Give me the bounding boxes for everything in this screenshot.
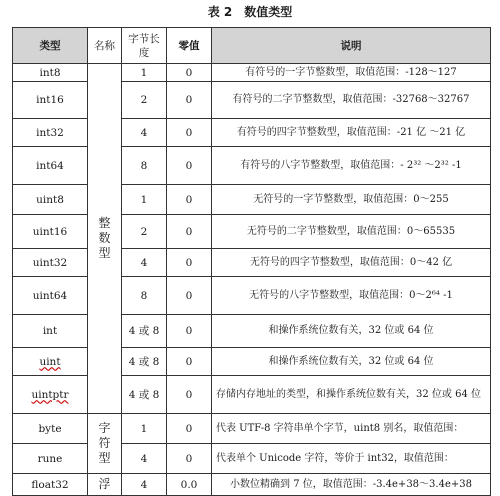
header-type: 类型 [13, 28, 88, 64]
type-cell [13, 348, 88, 376]
desc-cell: 有符号的一字节整数型，取值范围：-128～127 [212, 64, 491, 82]
zero-cell: 0 [167, 348, 212, 376]
desc-cell: 无符号的八字节整数型，取值范围：0～2⁶⁴ -1 [212, 277, 491, 315]
category-char: 字符型 [88, 414, 122, 474]
type-text: uintptr [31, 388, 69, 401]
table-row [13, 414, 491, 444]
type-cell: uint32 [13, 249, 88, 277]
table-row [13, 215, 491, 249]
table-row [13, 82, 491, 119]
length-cell: 2 [122, 82, 167, 119]
length-cell: 8 [122, 147, 167, 185]
length-cell: 4 [122, 444, 167, 474]
desc-cell: 无符号的二字节整数型，取值范围：0～65535 [212, 215, 491, 249]
length-cell: 8 [122, 277, 167, 315]
zero-cell: 0 [167, 185, 212, 215]
desc-cell: 小数位精确到 7 位，取值范围：-3.4e+38～3.4e+38 [212, 474, 491, 496]
table-row [13, 315, 491, 348]
type-cell: int8 [13, 64, 88, 82]
desc-cell: 无符号的四字节整数型，取值范围：0～42 亿 [212, 249, 491, 277]
table-row [13, 277, 491, 315]
desc-cell: 和操作系统位数有关，32 位或 64 位 [212, 348, 491, 376]
type-cell [13, 376, 88, 414]
header-name: 名称 [88, 28, 122, 64]
type-cell: float32 [13, 474, 88, 496]
table-caption: 表 2 数值类型 [207, 5, 293, 19]
length-cell: 2 [122, 215, 167, 249]
zero-cell: 0 [167, 444, 212, 474]
zero-cell: 0 [167, 277, 212, 315]
length-cell: 4 [122, 474, 167, 496]
length-cell: 4 或 8 [122, 376, 167, 414]
type-cell: byte [13, 414, 88, 444]
category-float: 浮 [88, 474, 122, 496]
desc-cell: 有符号的四字节整数型，取值范围：-21 亿 ～21 亿 [212, 119, 491, 147]
table-row [13, 185, 491, 215]
zero-cell: 0 [167, 249, 212, 277]
desc-cell: 存储内存地址的类型，和操作系统位数有关，32 位或 64 位 [212, 376, 491, 414]
type-cell: uint16 [13, 215, 88, 249]
type-cell: int16 [13, 82, 88, 119]
zero-cell: 0 [167, 119, 212, 147]
length-cell: 4 或 8 [122, 348, 167, 376]
type-cell: rune [13, 444, 88, 474]
type-cell: int32 [13, 119, 88, 147]
table-row [13, 249, 491, 277]
length-cell: 1 [122, 64, 167, 82]
zero-cell: 0 [167, 215, 212, 249]
type-cell: int64 [13, 147, 88, 185]
table-row [13, 474, 491, 496]
table-row [13, 147, 491, 185]
type-text: uint [39, 355, 61, 368]
length-cell: 4 [122, 119, 167, 147]
table-row [13, 348, 491, 376]
header-desc: 说明 [212, 28, 491, 64]
length-cell: 4 [122, 249, 167, 277]
zero-cell: 0 [167, 376, 212, 414]
zero-cell: 0 [167, 414, 212, 444]
length-cell: 1 [122, 414, 167, 444]
header-zero: 零值 [167, 28, 212, 64]
table-row [13, 119, 491, 147]
category-int: 整数型 [88, 64, 122, 414]
desc-cell: 有符号的二字节整数型，取值范围：-32768～32767 [212, 82, 491, 119]
length-cell: 1 [122, 185, 167, 215]
desc-cell: 代表单个 Unicode 字符，等价于 int32，取值范围： [212, 444, 491, 474]
type-cell: uint64 [13, 277, 88, 315]
numeric-types-table [12, 27, 491, 496]
zero-cell: 0 [167, 82, 212, 119]
type-cell: uint8 [13, 185, 88, 215]
type-cell: int [13, 315, 88, 348]
desc-cell: 和操作系统位数有关，32 位或 64 位 [212, 315, 491, 348]
desc-cell: 无符号的一字节整数型，取值范围：0～255 [212, 185, 491, 215]
table-row [13, 64, 491, 82]
zero-cell: 0 [167, 64, 212, 82]
desc-cell: 代表 UTF-8 字符串单个字节，uint8 别名，取值范围： [212, 414, 491, 444]
zero-cell: 0 [167, 147, 212, 185]
table-row [13, 444, 491, 474]
desc-cell: 有符号的八字节整数型，取值范围：- 2³² ～2³² -1 [212, 147, 491, 185]
zero-cell: 0.0 [167, 474, 212, 496]
length-cell: 4 或 8 [122, 315, 167, 348]
table-row [13, 376, 491, 414]
header-length: 字节长度 [122, 28, 167, 64]
zero-cell: 0 [167, 315, 212, 348]
